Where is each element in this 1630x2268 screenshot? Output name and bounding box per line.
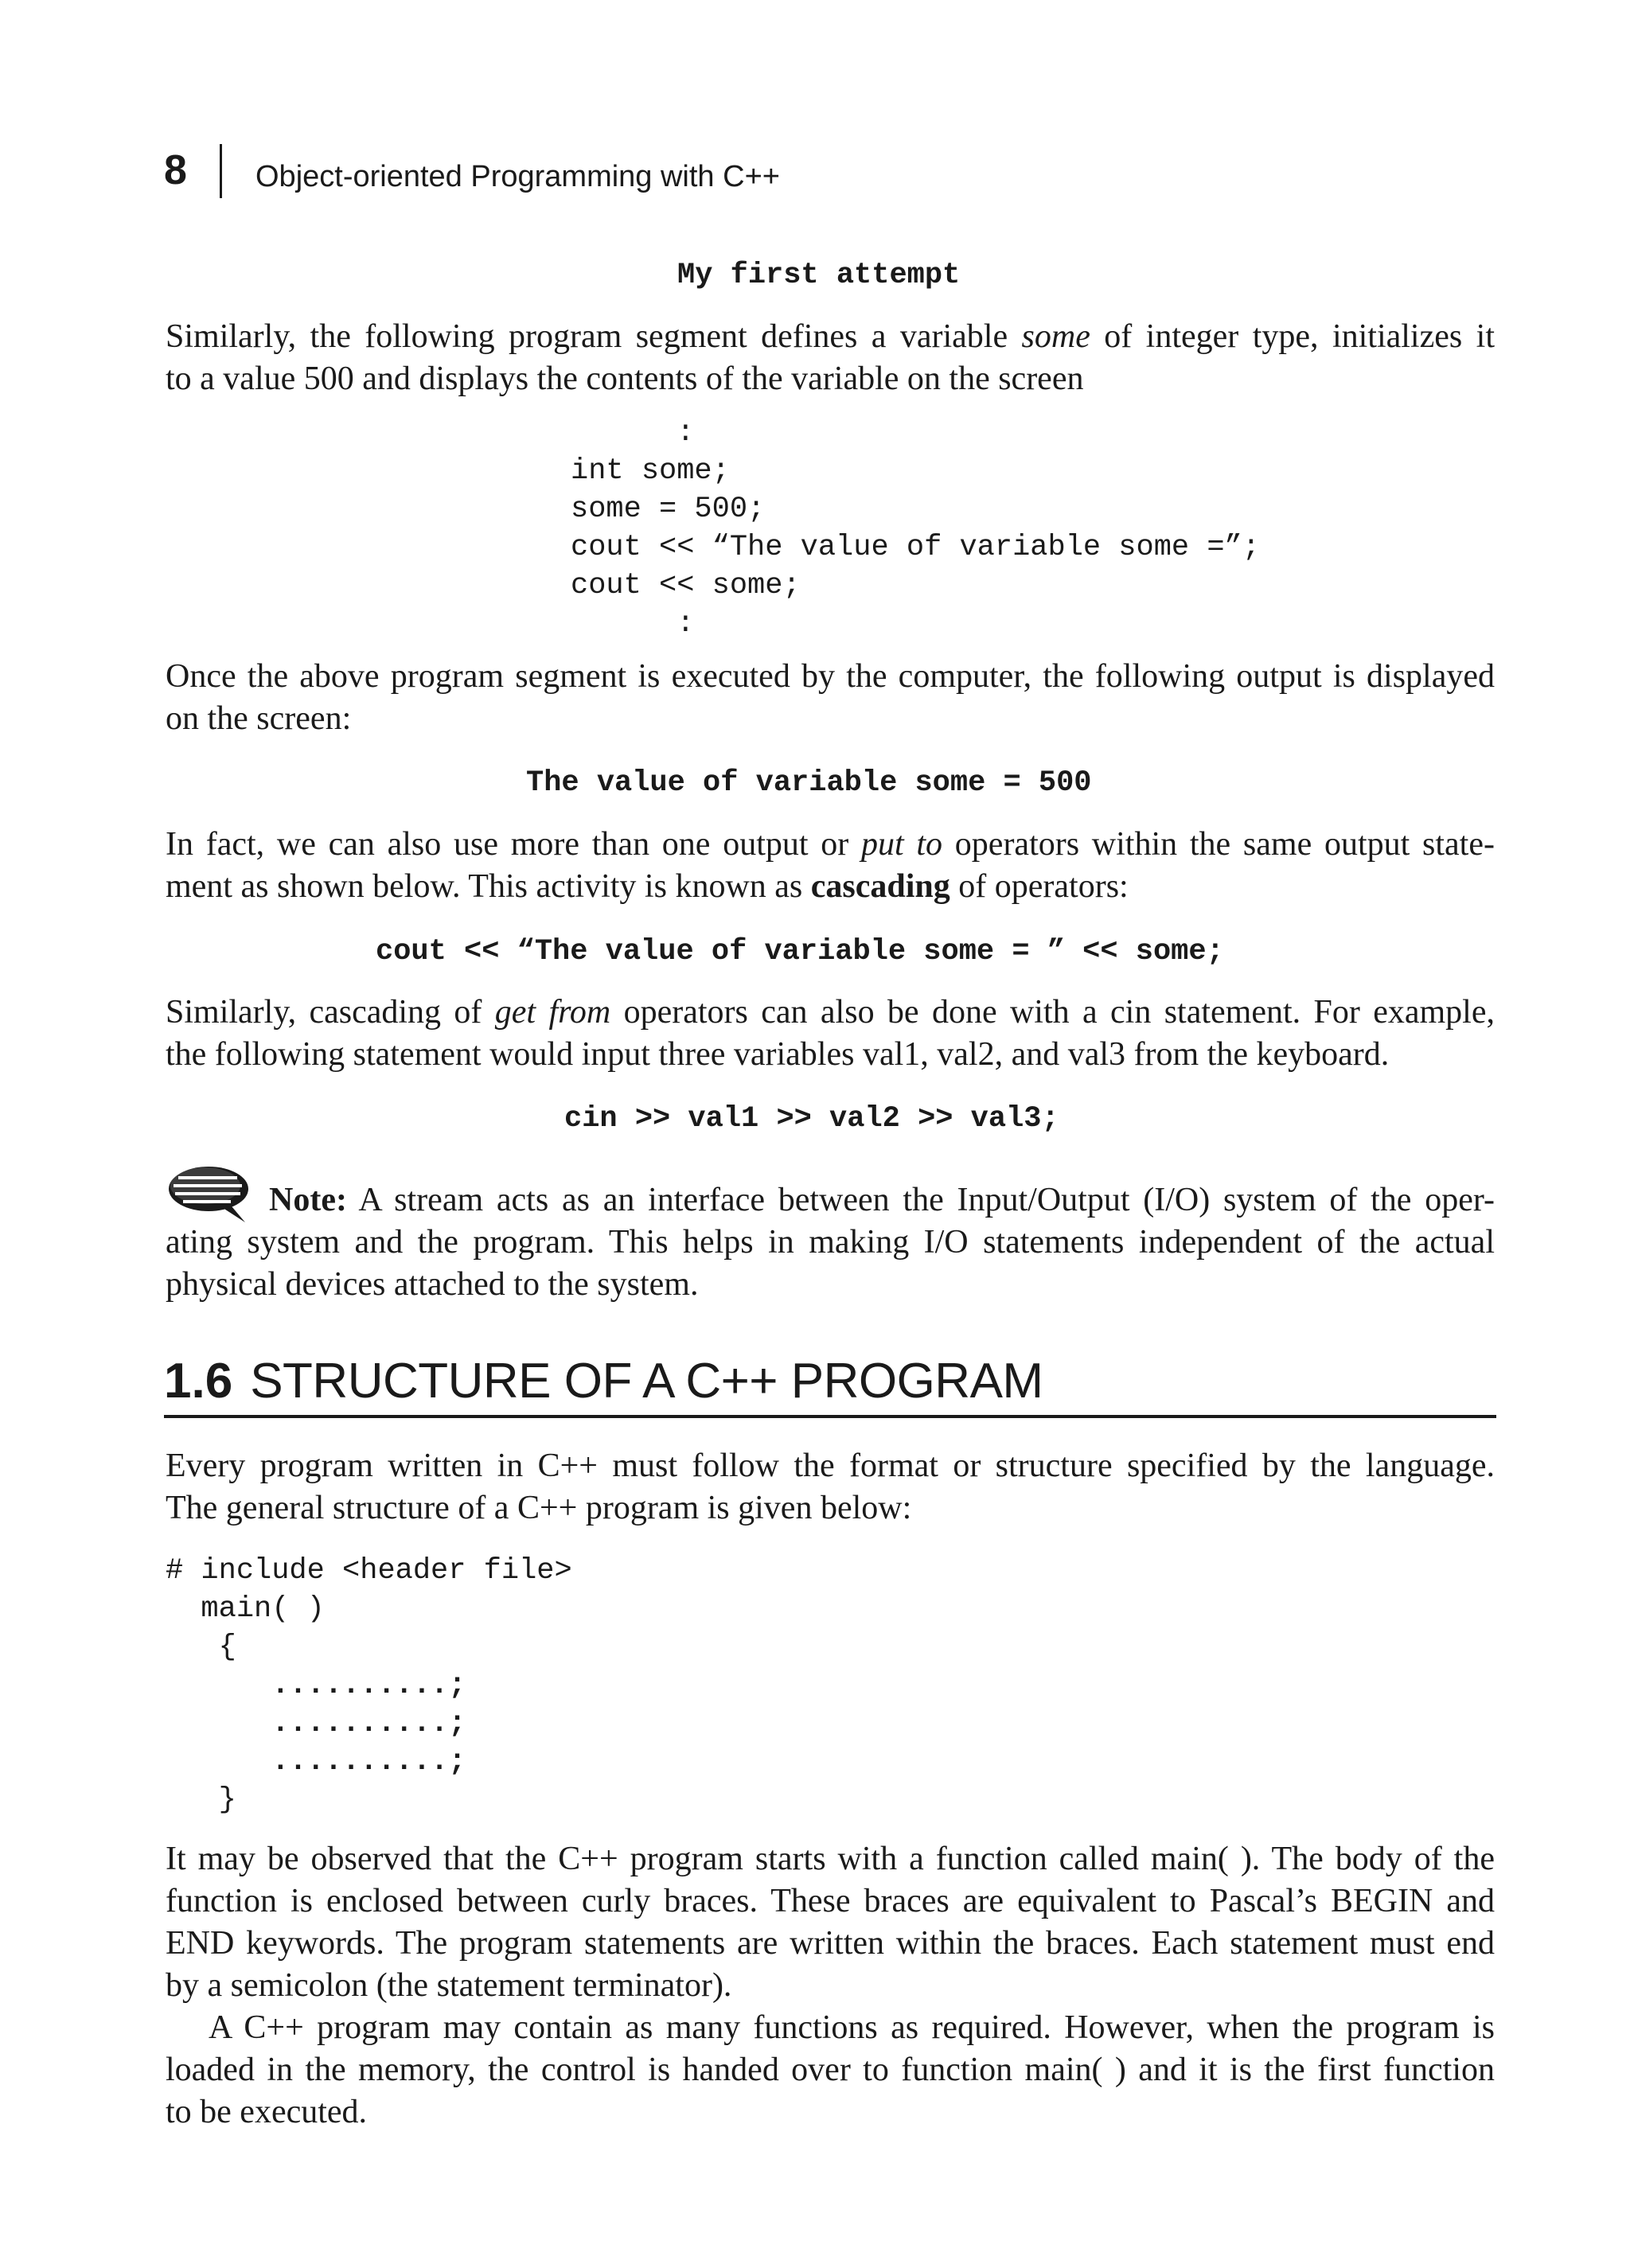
paragraph-line: Similarly, the following program segment defines a variable some of integer type, initializes it [166,318,1495,355]
paragraph-main-function [166,1838,1495,2007]
paragraph-line: function is enclosed between curly braces. These braces are equivalent to Pascal’s BEGIN and [166,1883,1495,1919]
header-divider [220,144,222,198]
paragraph-line: In fact, we can also use more than one output or put to operators within the same output state- [166,826,1495,863]
paragraph-line: to a value 500 and displays the contents of the variable on the screen [166,360,1084,397]
code-line: main( ) [166,1592,325,1626]
paragraph-line: It may be observed that the C++ program starts with a function called main( ). The body of the [166,1841,1495,1877]
paragraph-line: A C++ program may contain as many functions as required. However, when the program is [209,2009,1495,2046]
output-value-of-variable: The value of variable some = 500 [526,766,1092,800]
paragraph-output-displayed [166,656,1495,740]
note-first-line-block [269,1179,1495,1222]
note-line: Note: A stream acts as an interface between the Input/Output (I/O) system of the oper- [269,1182,1495,1218]
paragraph-get-from [166,992,1495,1076]
running-title: Object-oriented Programming with C++ [255,160,780,193]
note-paragraph [166,1222,1495,1306]
paragraph-structure-intro [166,1445,1495,1530]
note-line: physical devices attached to the system. [166,1266,699,1303]
note-label: Note: [269,1182,347,1218]
paragraph-line: Every program written in C++ must follow the format or structure specified by the language. [166,1448,1495,1484]
paragraph-line: to be executed. [166,2094,368,2130]
code-line: some = 500; [571,493,766,526]
paragraph-cascading [166,824,1495,908]
code-line: ..........; [166,1745,466,1779]
code-line: cout << some; [571,569,801,602]
paragraph-many-functions [166,2049,1495,2134]
code-line: } [166,1783,236,1817]
output-my-first-attempt: My first attempt [677,259,961,292]
code-line: # include <header file> [166,1554,572,1588]
code-line: { [166,1631,236,1664]
code-line: ..........; [166,1707,466,1740]
code-cascading-cout: cout << “The value of variable some = ” << some; [376,935,1224,968]
code-cin-statement: cin >> val1 >> val2 >> val3; [564,1102,1059,1136]
paragraph-line: ment as shown below. This activity is known as cascading of operators: [166,868,1129,905]
note-line: ating system and the program. This helps in making I/O statements independent of the actual [166,1224,1495,1261]
code-line: : [571,607,695,641]
paragraph-line: loaded in the memory, the control is handed over to function main( ) and it is the first function [166,2052,1495,2088]
paragraph-line: the following statement would input three variables val1, val2, and val3 from the keyboard. [166,1036,1390,1073]
section-heading [164,1353,1496,1418]
code-line: ..........; [166,1669,466,1702]
page-number: 8 [164,147,187,193]
paragraph-line: by a semicolon (the statement terminator). [166,1967,732,2004]
section-title: STRUCTURE OF A C++ PROGRAM [250,1354,1043,1409]
paragraph-line: END keywords. The program statements are written within the braces. Each statement must end [166,1925,1495,1962]
paragraph-line: The general structure of a C++ program is given below: [166,1490,912,1526]
paragraph-line: Once the above program segment is executed by the computer, the following output is displayed [166,658,1495,695]
code-line: cout << “The value of variable some =”; [571,531,1260,564]
paragraph-line: on the screen: [166,700,352,737]
code-line: int some; [571,454,730,488]
note-speech-bubble-icon [166,1162,259,1226]
paragraph-line: Similarly, cascading of get from operators can also be done with a cin statement. For example, [166,994,1495,1031]
paragraph-many-functions-first [209,2007,1495,2049]
section-number: 1.6 [164,1354,233,1409]
paragraph-variable-some [166,316,1495,400]
code-line: : [571,416,695,450]
